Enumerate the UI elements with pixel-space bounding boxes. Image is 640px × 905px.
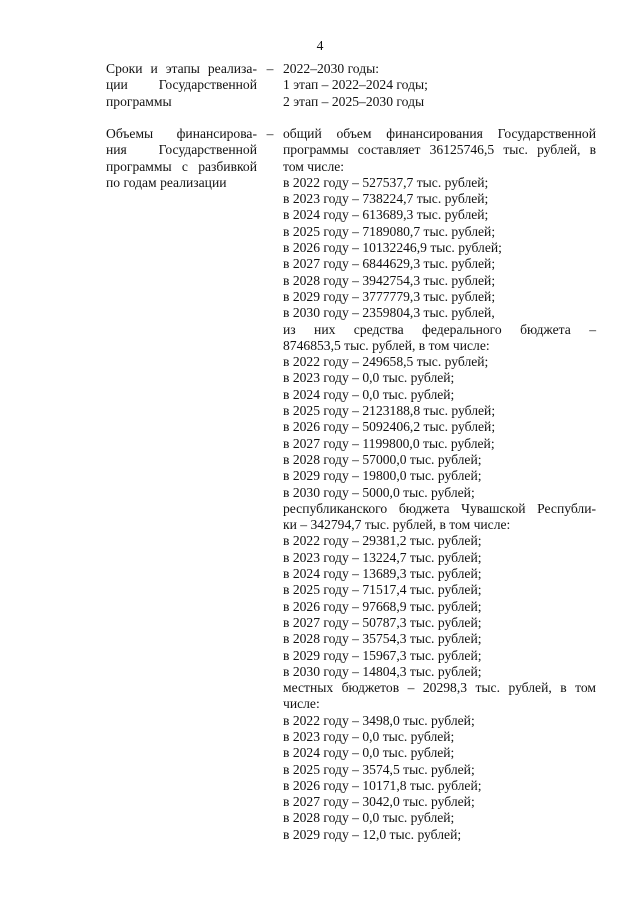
financing-content-line: общий объем финансирования Государственной bbox=[283, 126, 596, 141]
financing-content-line: в 2024 году – 13689,3 тыс. рублей; bbox=[283, 566, 482, 582]
financing-content-line: местных бюджетов – 20298,3 тыс. рублей, в том bbox=[283, 680, 596, 696]
timeline-label-line: Сроки и этапы реализа- bbox=[106, 61, 257, 76]
financing-label-line: по годам реализации bbox=[106, 174, 227, 190]
financing-content-line: в 2024 году – 0,0 тыс. рублей; bbox=[283, 386, 455, 402]
financing-content-line: в 2026 году – 97668,9 тыс. рублей; bbox=[283, 598, 482, 614]
financing-content-line: в 2022 году – 527537,7 тыс. рублей; bbox=[283, 174, 489, 190]
financing-content-line: в 2028 году – 35754,3 тыс. рублей; bbox=[283, 631, 482, 647]
financing-content-line: в 2029 году – 3777779,3 тыс. рублей; bbox=[283, 288, 496, 304]
financing-content-line: в 2025 году – 3574,5 тыс. рублей; bbox=[283, 761, 475, 777]
timeline-content bbox=[283, 61, 596, 110]
timeline-label-line: программы bbox=[106, 93, 172, 109]
financing-content-line: в 2027 году – 6844629,3 тыс. рублей; bbox=[283, 256, 496, 272]
financing-content-line: в 2025 году – 7189080,7 тыс. рублей; bbox=[283, 223, 496, 239]
timeline-label bbox=[106, 61, 257, 110]
financing-content-line: в 2026 году – 10132246,9 тыс. рублей; bbox=[283, 240, 502, 256]
financing-content-line: в 2028 году – 3942754,3 тыс. рублей; bbox=[283, 272, 496, 288]
financing-content-line: из них средства федерального бюджета – bbox=[283, 321, 596, 337]
financing-content-line: в 2030 году – 5000,0 тыс. рублей; bbox=[283, 484, 475, 500]
financing-content-line: в 2024 году – 613689,3 тыс. рублей; bbox=[283, 207, 489, 223]
financing-content-line: программы составляет 36125746,5 тыс. рублей, в bbox=[283, 142, 596, 158]
financing-content-line: в 2028 году – 57000,0 тыс. рублей; bbox=[283, 451, 482, 467]
financing-content-line: в 2025 году – 2123188,8 тыс. рублей; bbox=[283, 403, 496, 419]
financing-content-line: в 2029 году – 15967,3 тыс. рублей; bbox=[283, 647, 482, 663]
financing-content-line: в 2030 году – 14804,3 тыс. рублей; bbox=[283, 663, 482, 679]
timeline-content-line: 2022–2030 годы: bbox=[283, 61, 380, 76]
financing-content-line: в 2023 году – 0,0 тыс. рублей; bbox=[283, 728, 455, 744]
financing-label-line: ния Государственной bbox=[106, 142, 257, 158]
page-number: 4 bbox=[316, 38, 324, 53]
financing-content-line: в 2028 году – 0,0 тыс. рублей; bbox=[283, 810, 455, 826]
financing-content-line: в 2027 году – 1199800,0 тыс. рублей; bbox=[283, 435, 495, 451]
financing-content-line: в 2029 году – 12,0 тыс. рублей; bbox=[283, 826, 462, 842]
financing-content-line: в 2022 году – 3498,0 тыс. рублей; bbox=[283, 712, 475, 728]
financing-content bbox=[283, 126, 596, 843]
financing-content-line: в 2023 году – 13224,7 тыс. рублей; bbox=[283, 549, 482, 565]
financing-content-line: том числе: bbox=[283, 158, 345, 174]
financing-content-line: в 2026 году – 10171,8 тыс. рублей; bbox=[283, 777, 482, 793]
timeline-content-line: 2 этап – 2025–2030 годы bbox=[283, 93, 425, 109]
financing-content-line: республиканского бюджета Чувашской Республи- bbox=[283, 500, 596, 516]
financing-content-line: в 2030 году – 2359804,3 тыс. рублей, bbox=[283, 305, 495, 321]
timeline-label-line: ции Государственной bbox=[106, 77, 257, 93]
financing-content-line: в 2026 году – 5092406,2 тыс. рублей; bbox=[283, 419, 496, 435]
financing-content-line: в 2022 году – 249658,5 тыс. рублей; bbox=[283, 354, 489, 370]
financing-label bbox=[106, 126, 257, 191]
timeline-content-line: 1 этап – 2022–2024 годы; bbox=[283, 77, 428, 93]
financing-content-line: в 2025 году – 71517,4 тыс. рублей; bbox=[283, 582, 482, 598]
financing-label-line: программы с разбивкой bbox=[106, 158, 257, 174]
financing-content-line: 8746853,5 тыс. рублей, в том числе: bbox=[283, 337, 490, 353]
financing-content-line: в 2023 году – 738224,7 тыс. рублей; bbox=[283, 191, 489, 207]
financing-label-line: Объемы финансирова- bbox=[106, 126, 257, 141]
financing-content-line: в 2022 году – 29381,2 тыс. рублей; bbox=[283, 533, 482, 549]
financing-content-line: ки – 342794,7 тыс. рублей, в том числе: bbox=[283, 517, 511, 533]
financing-content-line: в 2027 году – 3042,0 тыс. рублей; bbox=[283, 794, 475, 810]
financing-content-line: в 2024 году – 0,0 тыс. рублей; bbox=[283, 745, 455, 761]
financing-content-line: числе: bbox=[283, 696, 320, 712]
financing-content-line: в 2023 году – 0,0 тыс. рублей; bbox=[283, 370, 455, 386]
timeline-dash: – bbox=[266, 61, 274, 76]
financing-dash: – bbox=[266, 126, 274, 141]
financing-content-line: в 2027 году – 50787,3 тыс. рублей; bbox=[283, 614, 482, 630]
financing-content-line: в 2029 году – 19800,0 тыс. рублей; bbox=[283, 468, 482, 484]
